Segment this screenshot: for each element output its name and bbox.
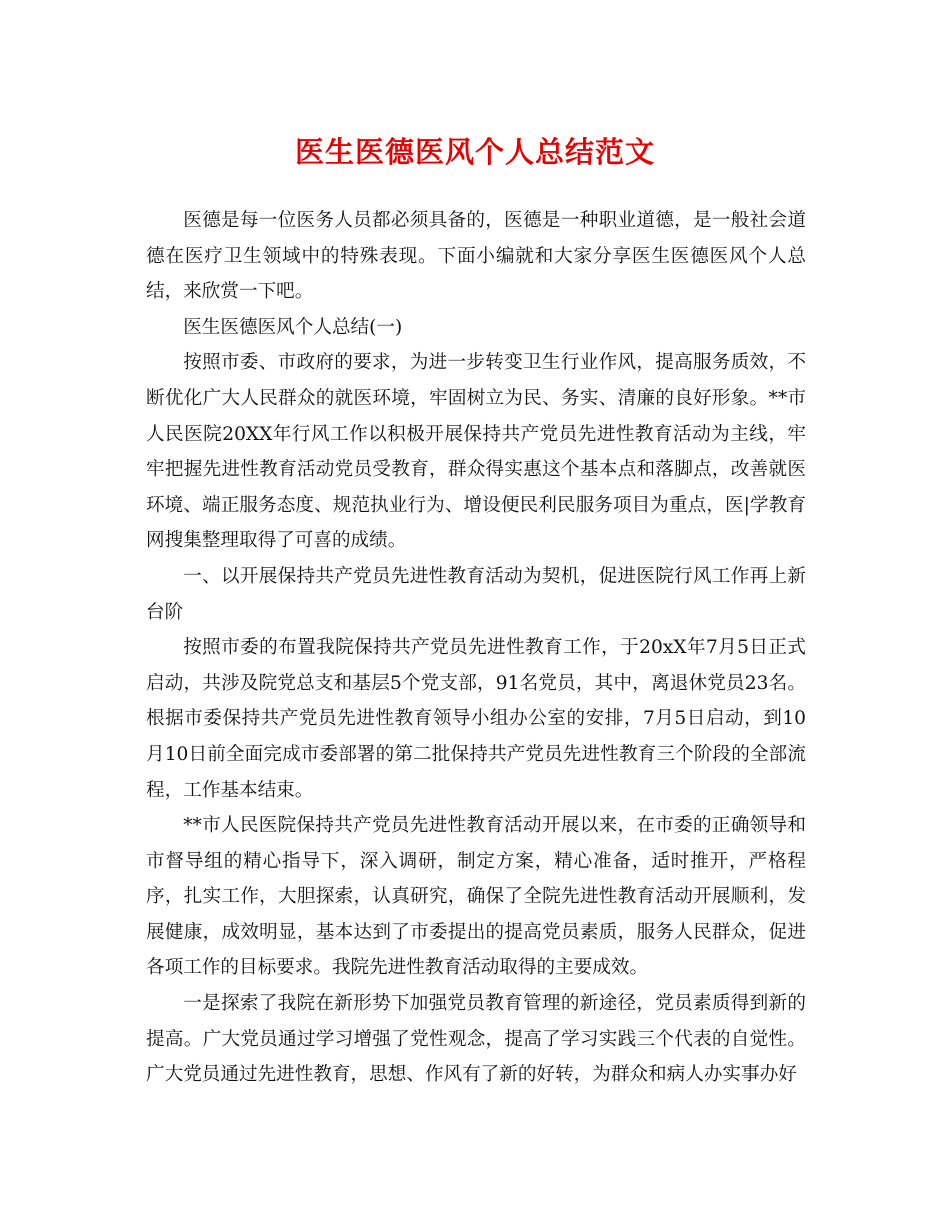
paragraph-point-one: 一是探索了我院在新形势下加强党员教育管理的新途径，党员素质得到新的提高。广大党员通过学习增强了党性观念，提高了学习实践三个代表的自觉性。广大党员通过先进性教育，思想、作风有了新的好转，为群众和病人办实事办好 [146,993,806,1086]
paragraph-intro: 医德是每一位医务人员都必须具备的，医德是一种职业道德，是一般社会道德在医疗卫生领域中的特殊表现。下面小编就和大家分享医生医德医风个人总结，来欣赏一下吧。 [146,210,806,303]
paragraph-achievements: **市人民医院保持共产党员先进性教育活动开展以来，在市委的正确领导和市督导组的精心指导下，深入调研，制定方案，精心准备，适时推开，严格程序，扎实工作，大胆探索，认真研究，确保了全院先进性教育活动开展顺利，发展健康，成效明显，基本达到了市委提出的提高党员素质，服务人民群众，促进各项工作的目标要求。我院先进性教育活动取得的主要成效。 [146,815,806,979]
paragraph-arrangement: 按照市委的布置我院保持共产党员先进性教育工作，于20xX年7月5日正式启动，共涉及院党总支和基层5个党支部，91名党员，其中，离退休党员23名。根据市委保持共产党员先进性教育领导小组办公室的安排，7月5日启动，到10月10日前全面完成市委部署的第二批保持共产党员先进性教育三个阶段的全部流程，工作基本结束。 [146,637,806,801]
paragraph-heading-summary-1: 医生医德医风个人总结(一) [183,316,403,338]
document-body [146,203,806,1093]
paragraph-overview: 按照市委、市政府的要求，为进一步转变卫生行业作风，提高服务质效，不断优化广大人民群众的就医环境，牢固树立为民、务实、清廉的良好形象。**市人民医院20XX年行风工作以积极开展保持共产党员先进性教育活动为主线，牢牢把握先进性教育活动党员受教育，群众得实惠这个基本点和落脚点，改善就医环境、端正服务态度、规范执业行为、增设便民利民服务项目为重点，医|学教育网搜集整理取得了可喜的成绩。 [146,352,806,552]
document-title: 医生医德医风个人总结范文 [294,135,655,169]
paragraph-section-heading-1: 一、以开展保持共产党员先进性教育活动为契机，促进医院行风工作再上新台阶 [146,565,806,623]
